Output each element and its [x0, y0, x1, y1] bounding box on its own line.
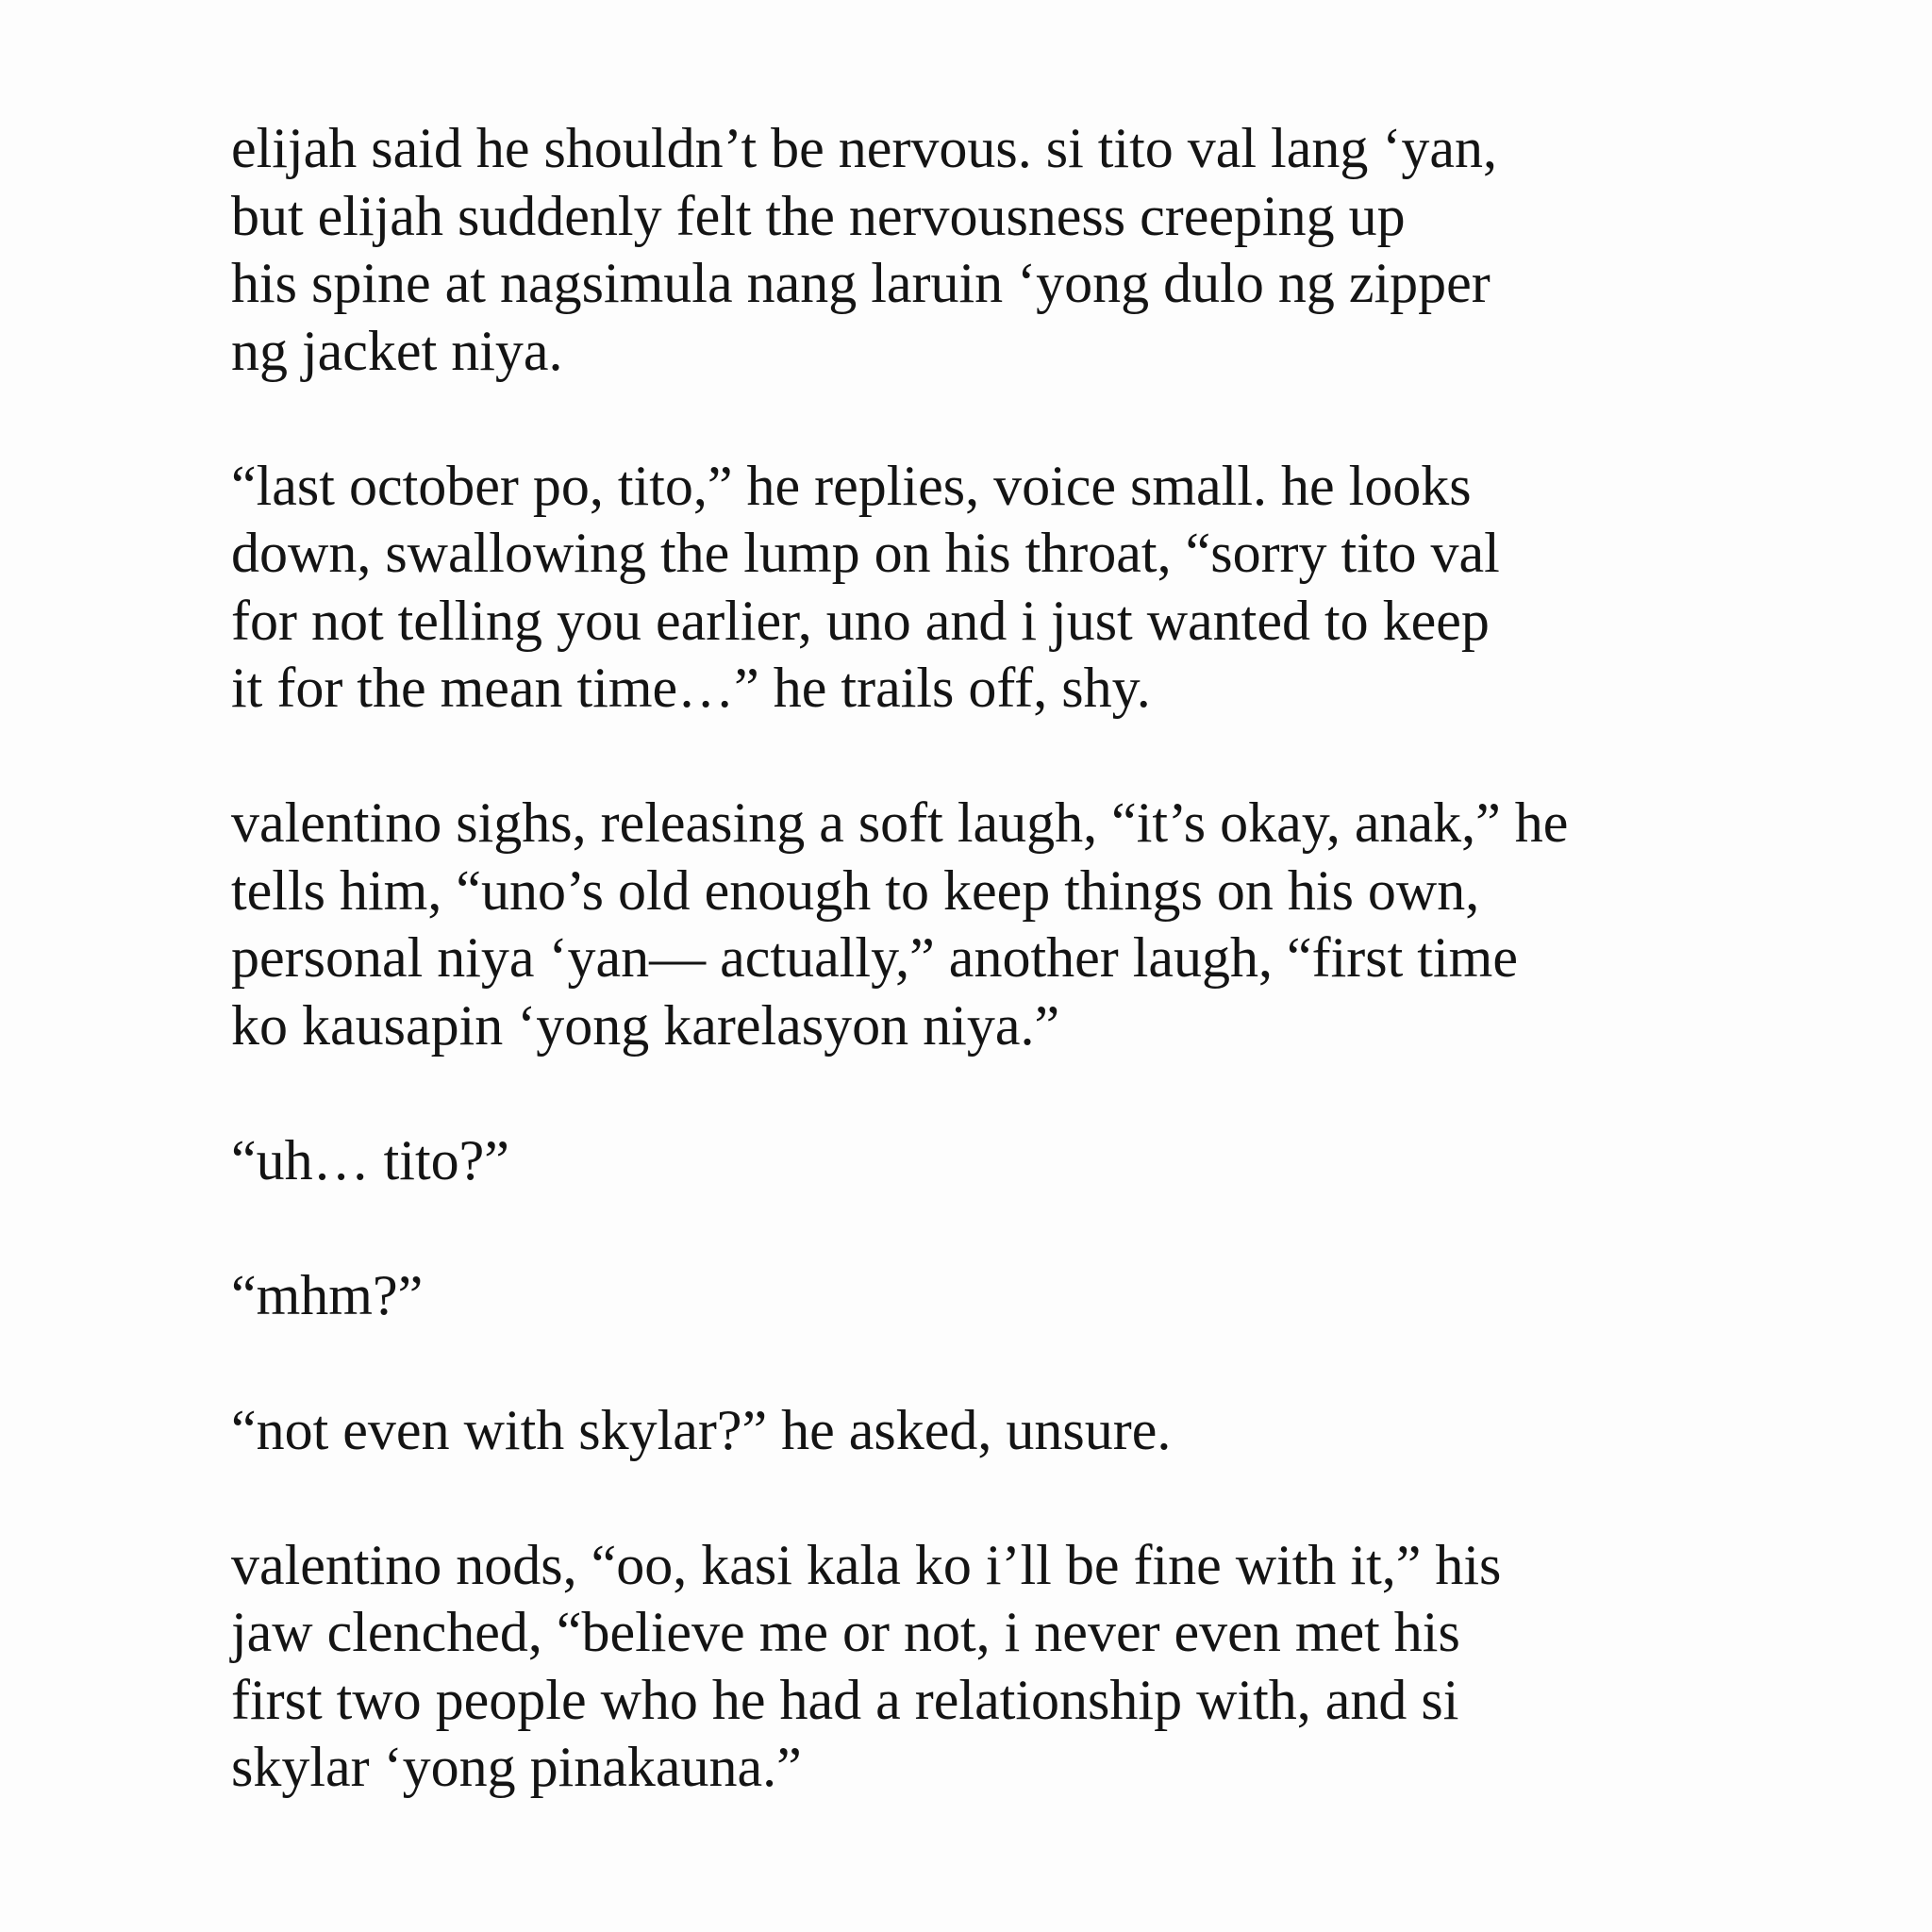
- paragraph-4: [231, 1127, 1790, 1195]
- paragraph-3: [231, 790, 1790, 1059]
- text-line: “uh… tito?”: [231, 1128, 509, 1191]
- text-line: down, swallowing the lump on his throat, “sorry tito val: [231, 522, 1500, 584]
- text-line: valentino sighs, releasing a soft laugh, “it’s okay, anak,” he: [231, 791, 1569, 854]
- text-line: “not even with skylar?” he asked, unsure.: [231, 1398, 1172, 1461]
- text-line: jaw clenched, “believe me or not, i never even met his: [231, 1601, 1460, 1663]
- paragraph-1: [231, 115, 1790, 385]
- text-line: “mhm?”: [231, 1263, 424, 1326]
- paragraph-5: [231, 1262, 1790, 1330]
- text-line: his spine at nagsimula nang laruin ‘yong dulo ng zipper: [231, 252, 1491, 314]
- text-line: ko kausapin ‘yong karelasyon niya.”: [231, 993, 1060, 1057]
- text-line: personal niya ‘yan— actually,” another laugh, “first time: [231, 926, 1518, 989]
- text-line: skylar ‘yong pinakauna.”: [231, 1736, 802, 1798]
- text-line: it for the mean time…” he trails off, shy.: [231, 657, 1151, 719]
- text-line: ng jacket niya.: [231, 319, 563, 382]
- text-line: but elijah suddenly felt the nervousness creeping up: [231, 184, 1406, 247]
- paragraph-6: [231, 1397, 1790, 1465]
- text-line: valentino nods, “oo, kasi kala ko i’ll be fine with it,” his: [231, 1533, 1502, 1596]
- text-line: tells him, “uno’s old enough to keep things on his own,: [231, 858, 1480, 922]
- text-line: elijah said he shouldn’t be nervous. si tito val lang ‘yan,: [231, 117, 1497, 179]
- text-line: “last october po, tito,” he replies, voice small. he looks: [231, 454, 1472, 517]
- text-line: for not telling you earlier, uno and i just wanted to keep: [231, 589, 1490, 652]
- text-line: first two people who he had a relationship with, and si: [231, 1668, 1459, 1731]
- paragraph-2: [231, 453, 1790, 723]
- paragraph-7: [231, 1532, 1790, 1802]
